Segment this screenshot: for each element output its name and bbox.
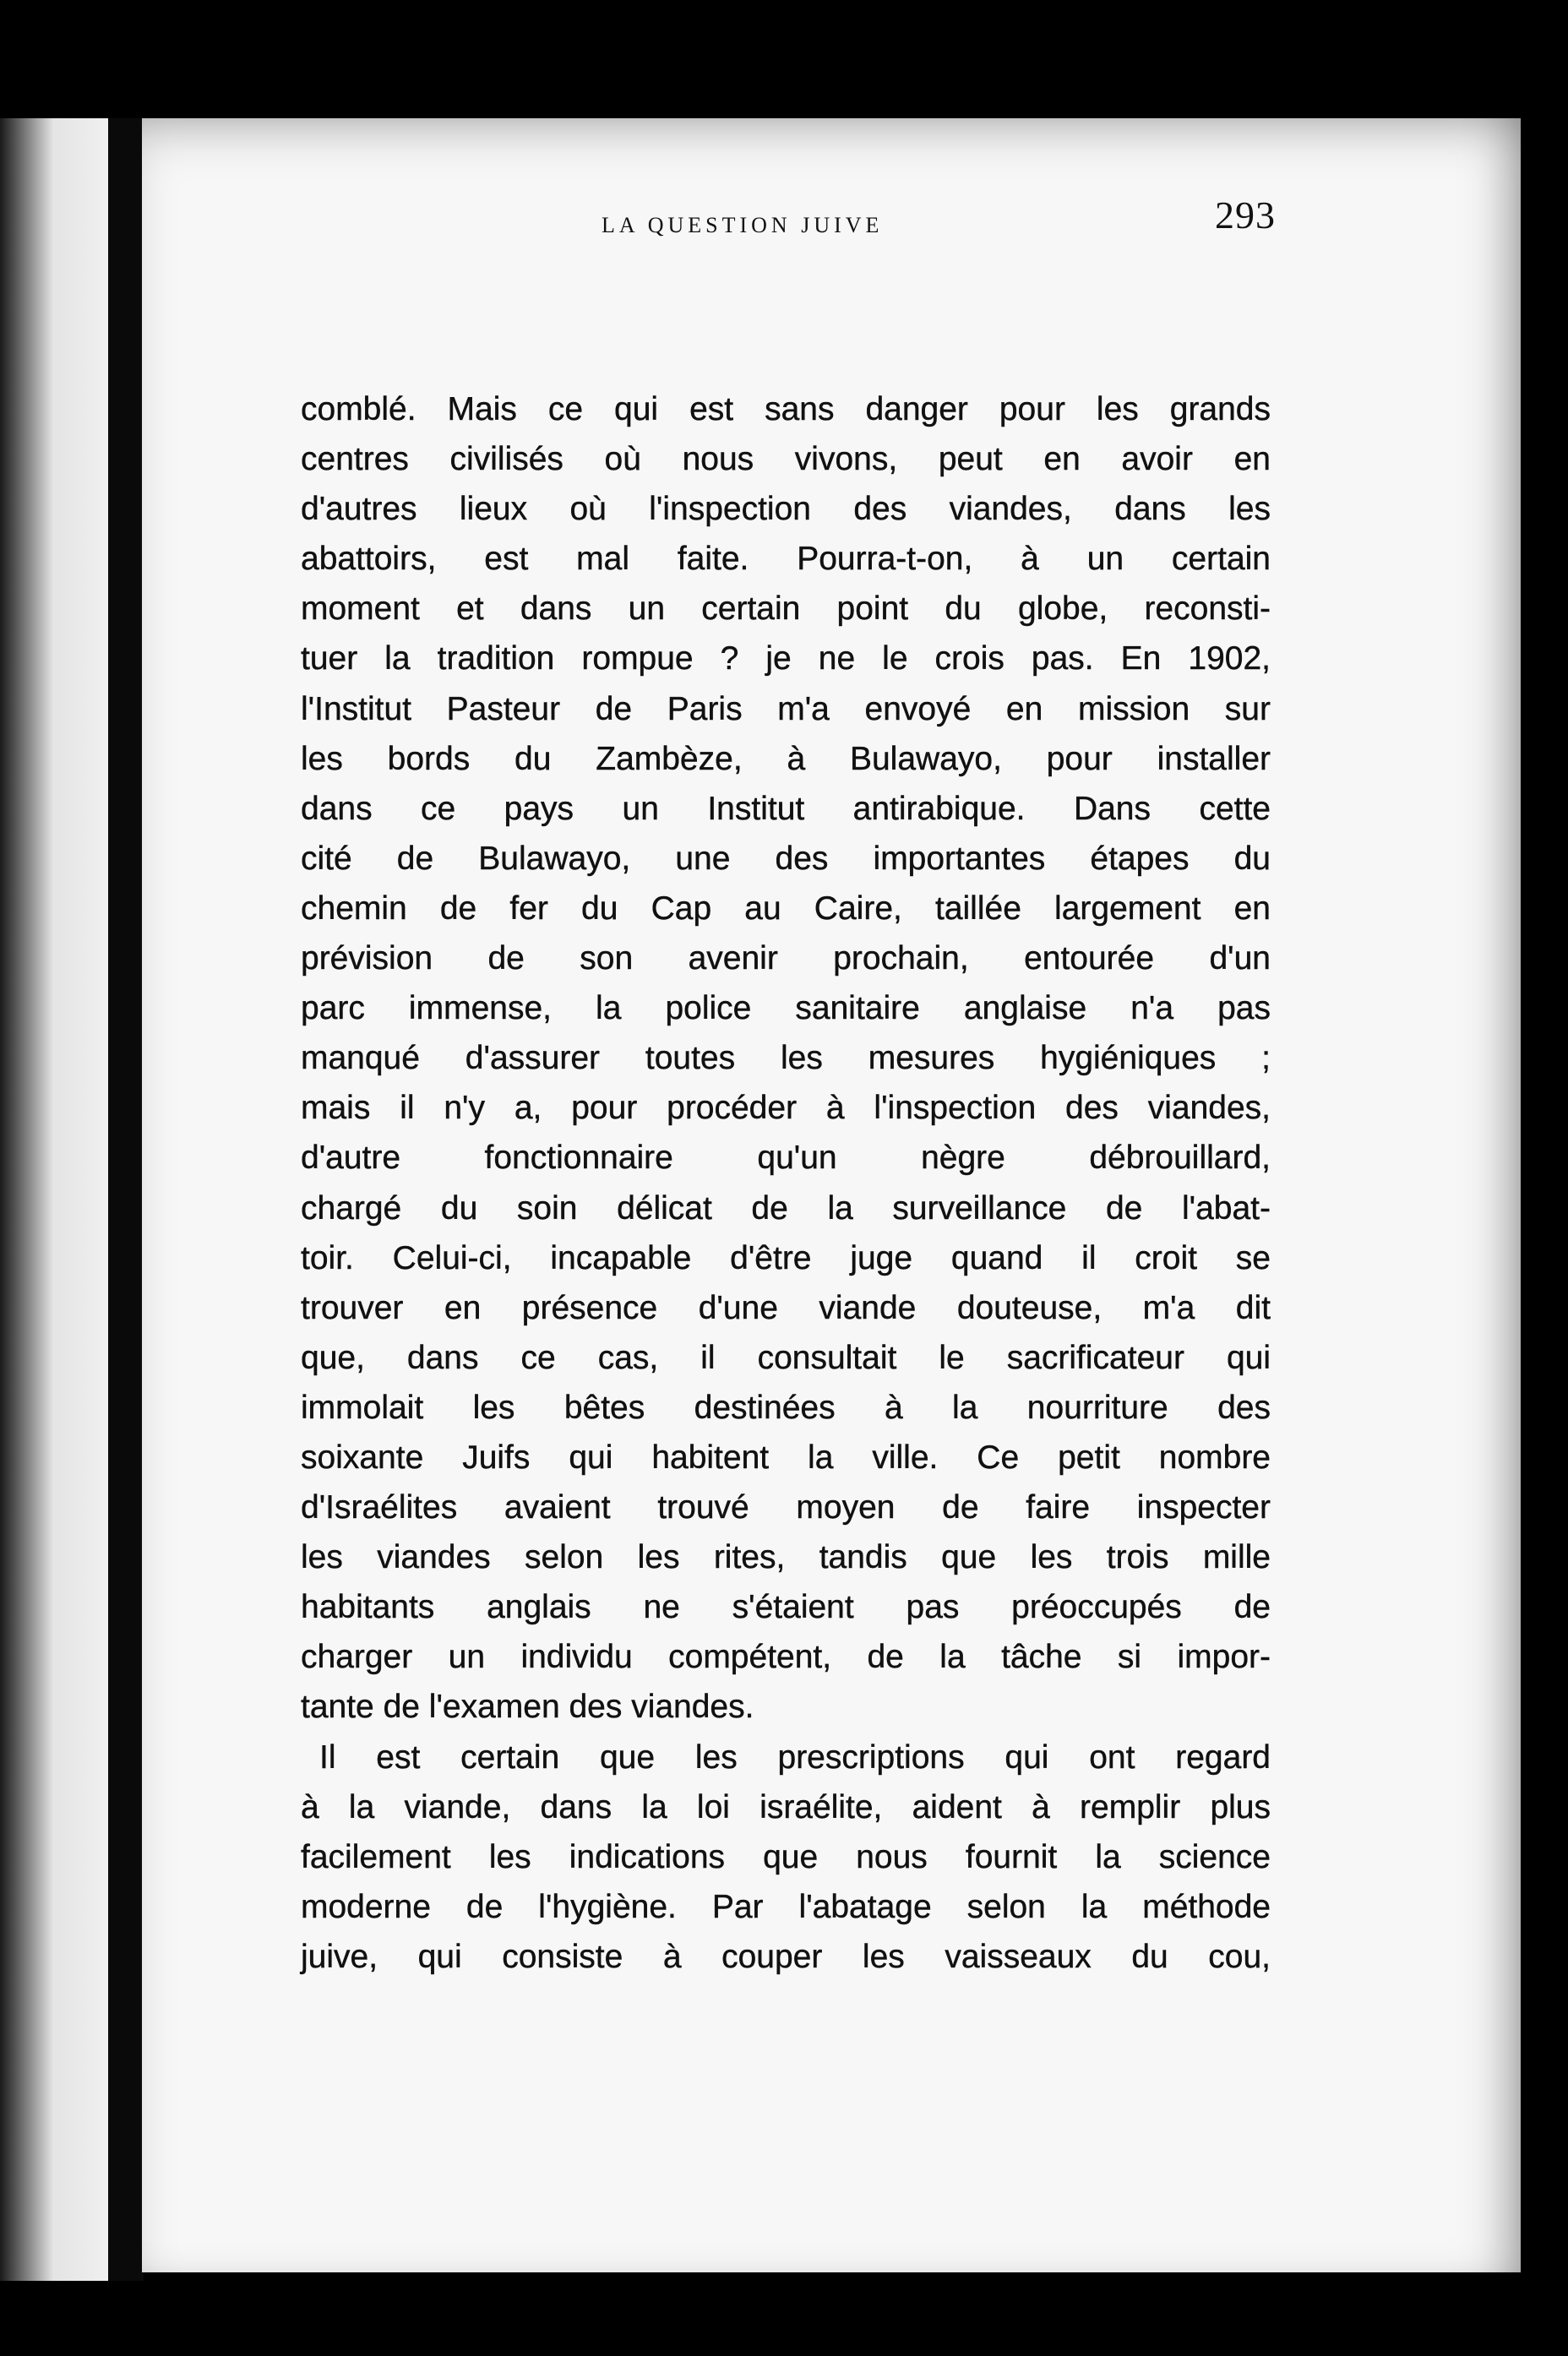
book-gutter <box>108 118 144 2281</box>
text-line: mais il n'y a, pour procéder à l'inspection des viandes, <box>301 1090 1271 1127</box>
text-line: moment et dans un certain point du globe, reconsti- <box>301 590 1271 628</box>
text-line: parc immense, la police sanitaire anglaise n'a pas <box>301 990 1271 1027</box>
text-line: toir. Celui-ci, incapable d'être juge quand il croit se <box>301 1239 1271 1276</box>
text-line: immolait les bêtes destinées à la nourriture des <box>301 1389 1271 1426</box>
paragraph <box>301 384 1271 1733</box>
text-line: cité de Bulawayo, une des importantes étapes du <box>301 840 1271 877</box>
text-line: dans ce pays un Institut antirabique. Dans cette <box>301 790 1271 827</box>
text-line: les viandes selon les rites, tandis que les trois mille <box>301 1539 1271 1576</box>
text-line: charger un individu compétent, de la tâche si impor- <box>301 1639 1271 1676</box>
text-line: tuer la tradition rompue ? je ne le crois pas. En 1902, <box>301 640 1271 677</box>
text-line: Il est certain que les prescriptions qui ont regard <box>319 1738 1271 1776</box>
text-line: prévision de son avenir prochain, entourée d'un <box>301 940 1271 977</box>
text-line: manqué d'assurer toutes les mesures hygiéniques ; <box>301 1040 1271 1077</box>
text-line: trouver en présence d'une viande douteuse, m'a dit <box>301 1289 1271 1326</box>
text-line: comblé. Mais ce qui est sans danger pour les grands <box>301 391 1271 427</box>
text-line: d'Israélites avaient trouvé moyen de faire inspecter <box>301 1489 1271 1526</box>
text-line: habitants anglais ne s'étaient pas préoccupés de <box>301 1589 1271 1626</box>
text-line: juive, qui consiste à couper les vaisseaux du cou, <box>301 1938 1271 1975</box>
running-head <box>159 193 1276 252</box>
text-line: l'Institut Pasteur de Paris m'a envoyé en mission sur <box>301 690 1271 727</box>
text-line: soixante Juifs qui habitent la ville. Ce petit nombre <box>301 1439 1271 1476</box>
paragraph <box>301 1733 1271 1982</box>
text-line: abattoirs, est mal faite. Pourra-t-on, à un certain <box>301 541 1271 578</box>
text-line: les bords du Zambèze, à Bulawayo, pour installer <box>301 740 1271 777</box>
text-line: d'autre fonctionnaire qu'un nègre débrouillard, <box>301 1140 1271 1177</box>
text-line: chargé du soin délicat de la surveillance de l'abat- <box>301 1189 1271 1227</box>
text-line: tante de l'examen des viandes. <box>301 1689 754 1726</box>
text-line: moderne de l'hygiène. Par l'abatage selon la méthode <box>301 1888 1271 1925</box>
page-number: 293 <box>1215 193 1276 237</box>
text-line: que, dans ce cas, il consultait le sacrificateur qui <box>301 1339 1271 1376</box>
text-line: d'autres lieux où l'inspection des viandes, dans les <box>301 491 1271 528</box>
text-line: à la viande, dans la loi israélite, aident à remplir plus <box>301 1788 1271 1825</box>
body-text <box>301 384 1271 1982</box>
text-line: centres civilisés où nous vivons, peut en avoir en <box>301 441 1271 478</box>
running-title: LA QUESTION JUIVE <box>602 213 884 237</box>
facing-page-edge <box>0 118 118 2281</box>
text-line: facilement les indications que nous fournit la science <box>301 1838 1271 1875</box>
text-line: chemin de fer du Cap au Caire, taillée largement en <box>301 890 1271 927</box>
